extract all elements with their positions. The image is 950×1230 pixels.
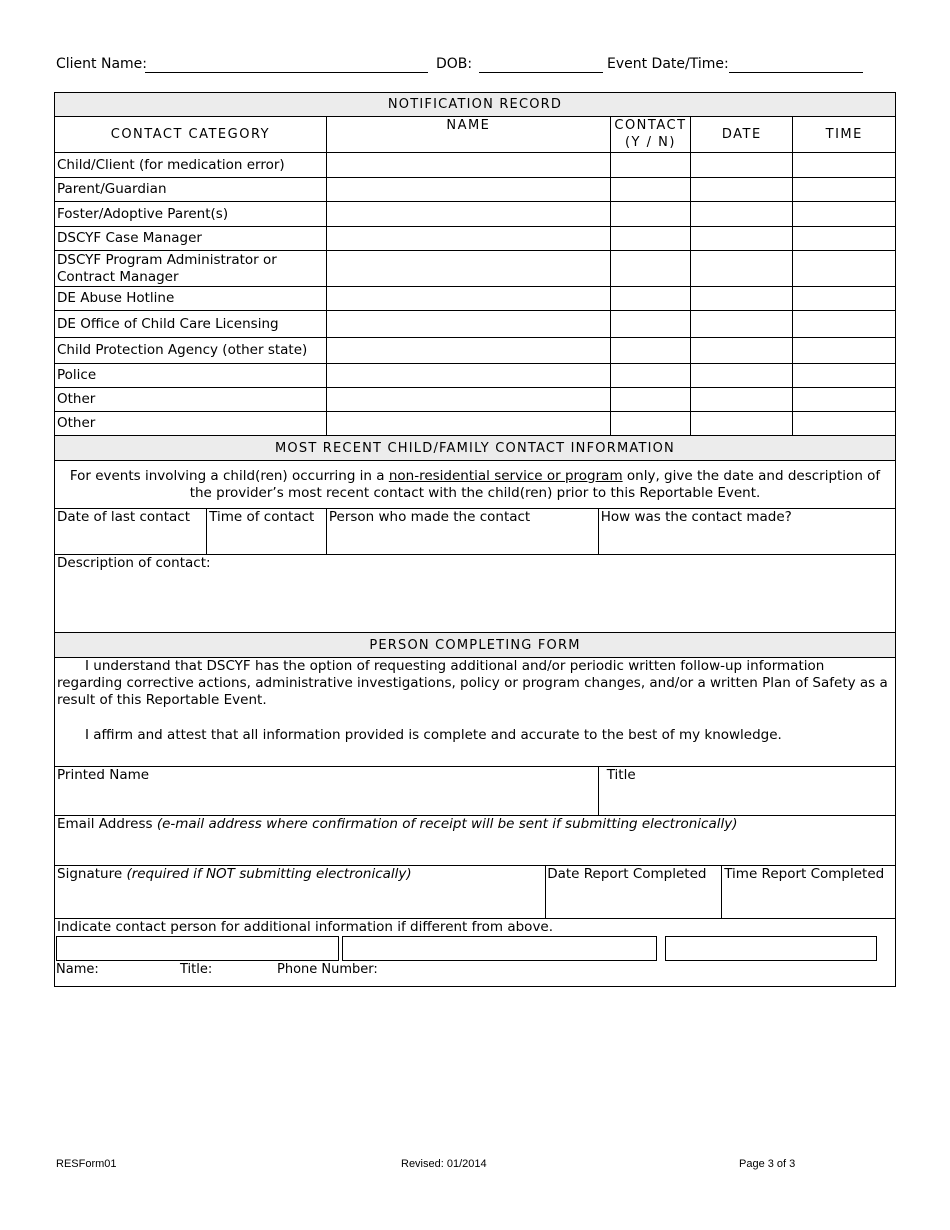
- name-cell[interactable]: [326, 412, 610, 436]
- time-cell[interactable]: [793, 251, 896, 287]
- date-cell[interactable]: [691, 178, 793, 202]
- time-report-completed-field[interactable]: [724, 866, 884, 883]
- date-cell[interactable]: [691, 364, 793, 388]
- category-label: Child/Client (for medication error): [55, 153, 327, 178]
- name-cell[interactable]: [326, 251, 610, 287]
- instructions-underlined: non-residential service or program: [388, 467, 623, 484]
- email-address-note: (e-mail address where confirmation of receipt will be sent if submitting electronically): [156, 816, 738, 832]
- name-cell[interactable]: [326, 227, 610, 251]
- date-cell[interactable]: [691, 251, 793, 287]
- attestation-statement: [55, 658, 896, 767]
- form-id: RESForm01: [56, 1158, 117, 1170]
- dob-label: DOB:: [436, 56, 473, 72]
- category-label: DE Office of Child Care Licensing: [55, 311, 327, 338]
- category-label-line1: DSCYF Program Administrator or: [57, 251, 277, 268]
- name-cell[interactable]: [326, 178, 610, 202]
- date-report-completed-field[interactable]: [547, 866, 706, 883]
- how-contact-made-label: How was the contact made?: [600, 509, 792, 525]
- recent-contact-heading: MOST RECENT CHILD/FAMILY CONTACT INFORMATION: [55, 436, 896, 461]
- contact-cell[interactable]: [610, 202, 690, 227]
- contact-phone-label: Phone Number:: [277, 962, 378, 977]
- date-cell[interactable]: [691, 388, 793, 412]
- date-cell[interactable]: [691, 153, 793, 178]
- date-cell[interactable]: [691, 311, 793, 338]
- event-date-time-label: Event Date/Time:: [607, 56, 729, 72]
- contact-cell[interactable]: [610, 227, 690, 251]
- name-cell[interactable]: [326, 311, 610, 338]
- date-header: DATE: [691, 117, 793, 153]
- name-cell[interactable]: [326, 364, 610, 388]
- how-contact-made-field[interactable]: [598, 509, 895, 555]
- category-label: Other: [55, 412, 327, 436]
- table-row: [55, 412, 896, 436]
- contact-phone-input[interactable]: [665, 936, 877, 961]
- name-header: NAME: [326, 117, 610, 153]
- table-row: [55, 388, 896, 412]
- reportable-event-form: [54, 92, 896, 987]
- contact-cell[interactable]: [610, 251, 690, 287]
- category-label: Other: [55, 388, 327, 412]
- contact-header-line2: (Y / N): [624, 135, 676, 150]
- contact-header-line1: CONTACT: [614, 118, 687, 133]
- date-cell[interactable]: [691, 202, 793, 227]
- name-cell[interactable]: [326, 287, 610, 311]
- contact-yn-header: [610, 117, 690, 153]
- contact-cell[interactable]: [610, 388, 690, 412]
- category-label: DE Abuse Hotline: [55, 287, 327, 311]
- revision-date: Revised: 01/2014: [401, 1158, 487, 1170]
- contact-title-input[interactable]: [342, 936, 657, 961]
- time-cell[interactable]: [793, 338, 896, 364]
- contact-cell[interactable]: [610, 311, 690, 338]
- instructions-text-start: For events involving a child(ren) occurring in a: [69, 467, 389, 484]
- category-label: Child Protection Agency (other state): [55, 338, 327, 364]
- time-cell[interactable]: [793, 412, 896, 436]
- date-cell[interactable]: [691, 338, 793, 364]
- table-row: [55, 311, 896, 338]
- contact-cell[interactable]: [610, 287, 690, 311]
- additional-contact-label: Indicate contact person for additional information if different from above.: [57, 919, 554, 935]
- time-cell[interactable]: [793, 227, 896, 251]
- name-cell[interactable]: [326, 388, 610, 412]
- time-cell[interactable]: [793, 178, 896, 202]
- category-label: [55, 251, 327, 287]
- table-row: [55, 227, 896, 251]
- email-address-field[interactable]: [55, 816, 896, 866]
- contact-cell[interactable]: [610, 364, 690, 388]
- printed-name-label: Printed Name: [57, 767, 150, 783]
- event-date-time-field[interactable]: [729, 72, 863, 73]
- signature-note: (required if NOT submitting electronically): [126, 866, 412, 882]
- time-of-contact-field[interactable]: [207, 509, 327, 555]
- time-of-contact-label: Time of contact: [209, 509, 315, 525]
- date-cell[interactable]: [691, 227, 793, 251]
- person-who-made-contact-label: Person who made the contact: [328, 509, 531, 525]
- category-label: Police: [55, 364, 327, 388]
- page-number: Page 3 of 3: [739, 1158, 796, 1170]
- time-cell[interactable]: [793, 311, 896, 338]
- person-completing-heading: PERSON COMPLETING FORM: [55, 633, 896, 658]
- date-cell[interactable]: [691, 287, 793, 311]
- person-who-made-contact-field[interactable]: [326, 509, 598, 555]
- attestation-paragraph-1: I understand that DSCYF has the option of requesting additional and/or periodic written follow-up information regarding corrective actions, administrative investigations, policy or program changes, and/or a written Plan of Safety as a result of this Reportable Event.: [57, 658, 888, 708]
- date-of-last-contact-field[interactable]: [55, 509, 207, 555]
- contact-name-input[interactable]: [56, 936, 339, 961]
- signature-label: Signature: [57, 866, 123, 882]
- description-of-contact-field[interactable]: [55, 555, 896, 633]
- contact-cell[interactable]: [610, 153, 690, 178]
- name-cell[interactable]: [326, 338, 610, 364]
- email-address-label: Email Address: [57, 816, 153, 832]
- time-cell[interactable]: [793, 202, 896, 227]
- title-field[interactable]: [598, 767, 895, 816]
- date-report-completed-label: Date Report Completed: [547, 866, 707, 882]
- time-report-completed-label: Time Report Completed: [724, 866, 885, 882]
- printed-name-field[interactable]: [55, 767, 599, 816]
- instructions-text-end: only, give the date and description of the provider’s most recent contact with the child(ren) prior to this Reportable Event.: [189, 467, 881, 501]
- time-header: TIME: [793, 117, 896, 153]
- date-of-last-contact-label: Date of last contact: [57, 509, 191, 525]
- date-cell[interactable]: [691, 412, 793, 436]
- dob-field[interactable]: [479, 72, 603, 73]
- table-row: [55, 287, 896, 311]
- name-cell[interactable]: [326, 202, 610, 227]
- contact-cell[interactable]: [610, 412, 690, 436]
- table-row: [55, 364, 896, 388]
- client-name-label: Client Name:: [56, 56, 147, 72]
- attestation-paragraph-2: I affirm and attest that all information provided is complete and accurate to the best of my knowledge.: [85, 727, 782, 743]
- signature-field[interactable]: [55, 866, 599, 919]
- contact-cell[interactable]: [610, 338, 690, 364]
- contact-name-label: Name:: [56, 962, 99, 977]
- client-name-field[interactable]: [145, 72, 428, 73]
- time-cell[interactable]: [793, 364, 896, 388]
- description-of-contact-label: Description of contact:: [57, 555, 211, 571]
- contact-category-header: CONTACT CATEGORY: [55, 117, 327, 153]
- table-row: [55, 251, 896, 287]
- title-label: Title: [606, 767, 636, 783]
- table-row: [55, 202, 896, 227]
- category-label: DSCYF Case Manager: [55, 227, 327, 251]
- name-cell[interactable]: [326, 153, 610, 178]
- notification-record-heading: NOTIFICATION RECORD: [55, 93, 896, 117]
- table-row: [55, 338, 896, 364]
- recent-contact-instructions: [55, 461, 896, 509]
- table-row: [55, 153, 896, 178]
- category-label: Foster/Adoptive Parent(s): [55, 202, 327, 227]
- time-cell[interactable]: [793, 388, 896, 412]
- category-label-line2: Contract Manager: [57, 268, 179, 285]
- category-label: Parent/Guardian: [55, 178, 327, 202]
- table-row: [55, 178, 896, 202]
- contact-title-label: Title:: [180, 962, 213, 977]
- contact-cell[interactable]: [610, 178, 690, 202]
- time-cell[interactable]: [793, 153, 896, 178]
- time-cell[interactable]: [793, 287, 896, 311]
